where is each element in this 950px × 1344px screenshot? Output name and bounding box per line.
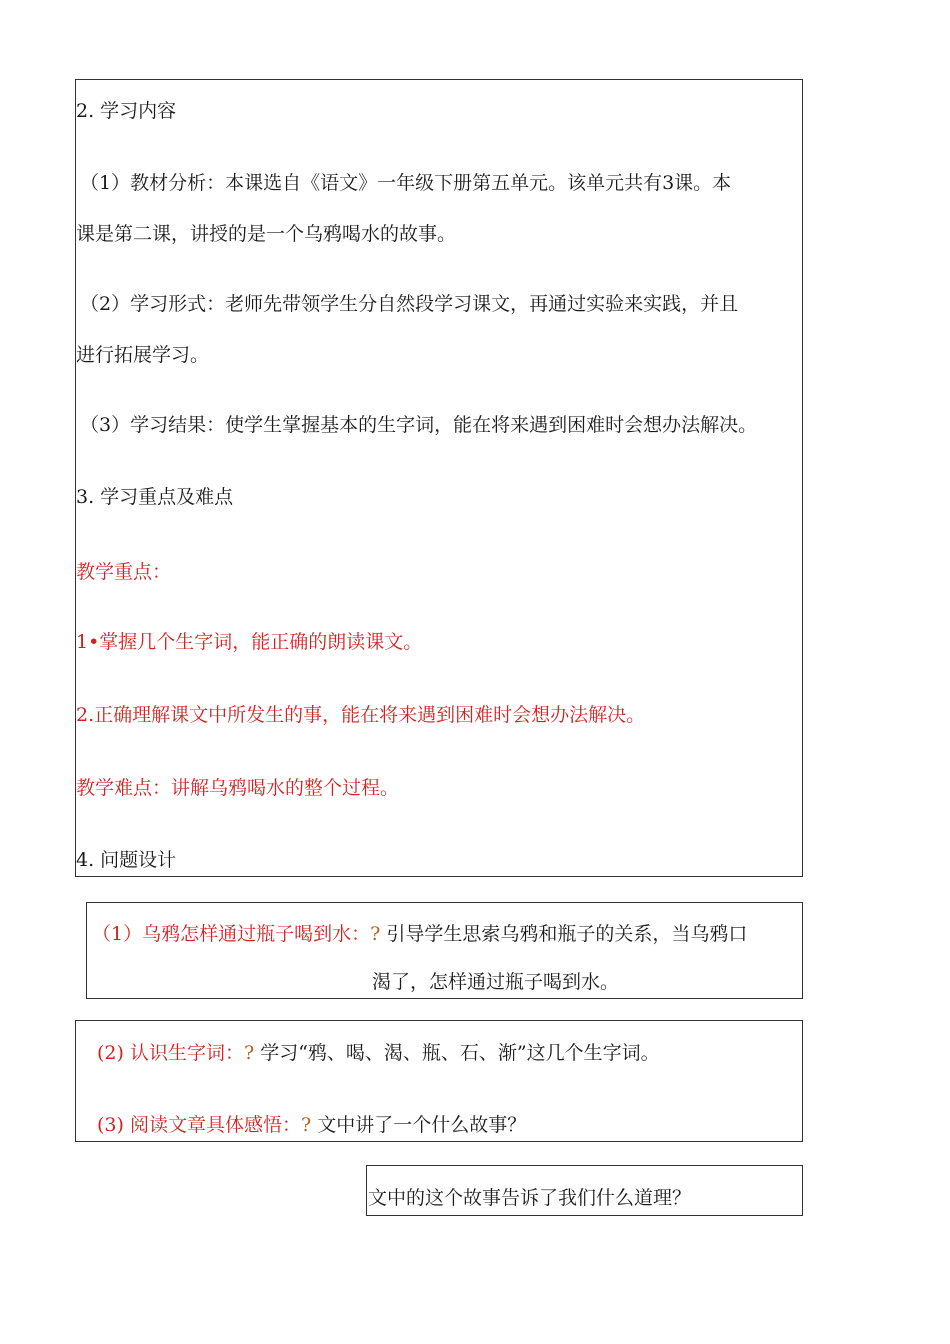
question2-label: (2) 认识生字词： [97, 1042, 244, 1064]
question2 [97, 1041, 660, 1065]
question3 [97, 1113, 526, 1137]
question1-label: （1）乌鸦怎样通过瓶子喝到水： [92, 923, 371, 945]
question4-text: 文中的这个故事告诉了我们什么道理？ [368, 1187, 692, 1209]
item2-line1: （2）学习形式：老师先带领学生分自然段学习课文，再通过实验来实践，并且 [80, 293, 739, 315]
difficulty: 教学难点：讲解乌鸦喝水的整个过程。 [76, 777, 400, 799]
content-box [75, 79, 803, 877]
key-point-1: 1•掌握几个生字词，能正确的朗读课文。 [76, 631, 423, 653]
item2-line2: 进行拓展学习。 [76, 344, 210, 366]
item3: （3）学习结果：使学生掌握基本的生字词，能在将来遇到困难时会想办法解决。 [80, 414, 758, 436]
section2-heading: 2. 学习内容 [76, 100, 177, 122]
question1-mark: ? [370, 923, 381, 945]
question2-text: 学习“鸦、喝、渴、瓶、石、渐”这几个生字词。 [254, 1042, 660, 1064]
section3-heading: 3. 学习重点及难点 [76, 486, 234, 508]
question3-mark: ? [300, 1114, 312, 1136]
key-point-2: 2.正确理解课文中所发生的事，能在将来遇到困难时会想办法解决。 [76, 704, 646, 726]
question2-mark: ? [243, 1042, 255, 1064]
item1-line1: （1）教材分析：本课选自《语文》一年级下册第五单元。该单元共有3课。本 [80, 172, 732, 194]
question3-text: 文中讲了一个什么故事？ [311, 1114, 527, 1136]
question3-label: (3) 阅读文章具体感悟： [97, 1114, 301, 1136]
question1-line1 [92, 922, 747, 946]
key-label: 教学重点： [76, 561, 172, 583]
question1-text1: 引导学生思索乌鸦和瓶子的关系，当乌鸦口 [380, 923, 748, 945]
question1-text2: 渴了，怎样通过瓶子喝到水。 [372, 971, 620, 993]
item1-line2: 课是第二课，讲授的是一个乌鸦喝水的故事。 [76, 223, 457, 245]
section4-heading: 4. 问题设计 [76, 849, 177, 871]
